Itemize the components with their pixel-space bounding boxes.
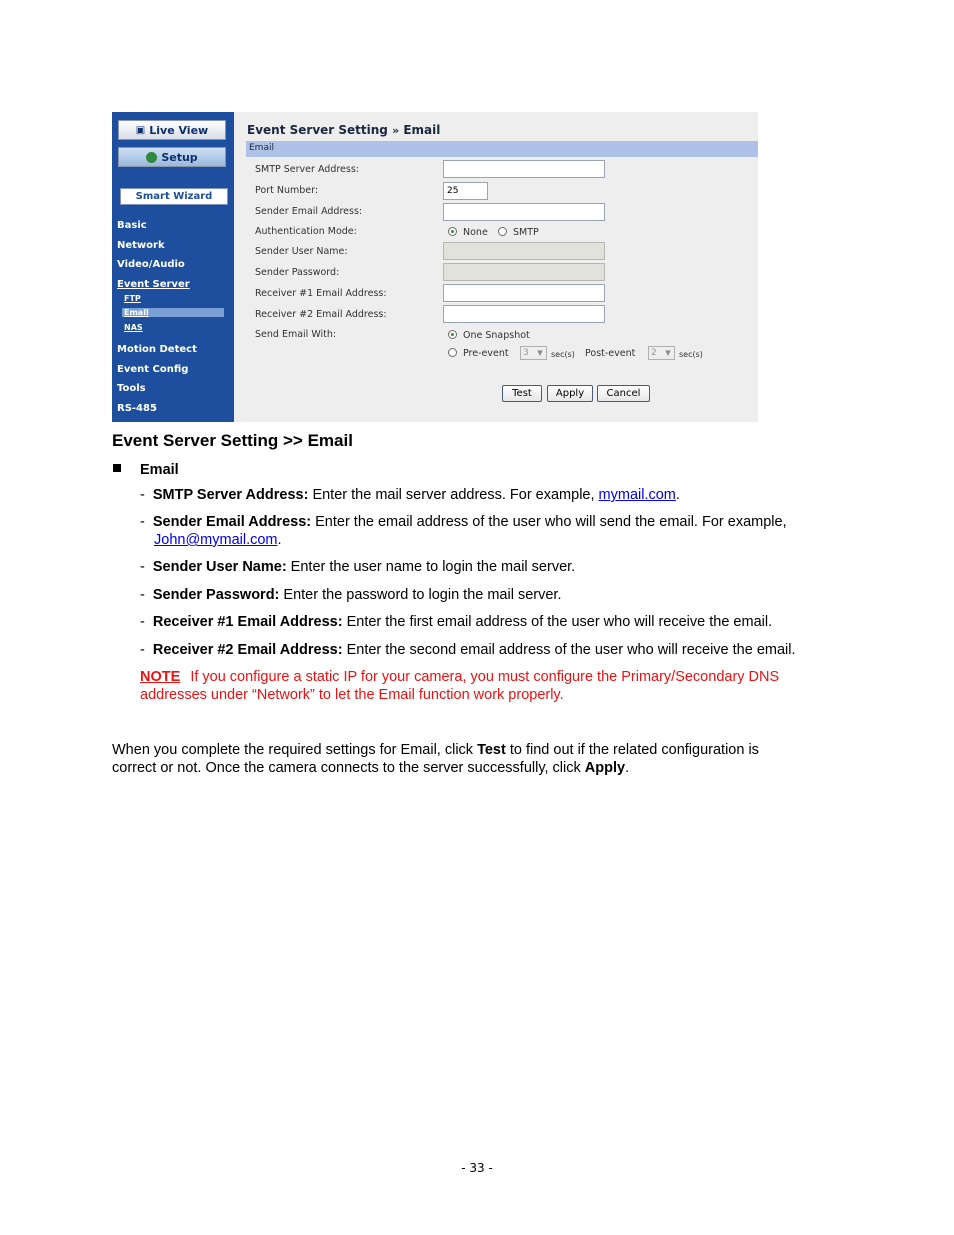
sidebar-item-event-server[interactable]: Event Server xyxy=(117,279,190,290)
sidebar-subitem-nas[interactable]: NAS xyxy=(124,323,143,332)
sidebar-item-motion-detect[interactable]: Motion Detect xyxy=(117,344,197,355)
chevron-down-icon: ▼ xyxy=(665,349,671,357)
smtp-server-input[interactable] xyxy=(443,160,605,178)
smtp-server-label: SMTP Server Address: xyxy=(255,164,359,175)
auth-smtp-radio[interactable] xyxy=(498,227,507,236)
smart-wizard-button[interactable]: Smart Wizard xyxy=(120,188,228,205)
list-item: - SMTP Server Address: Enter the mail server address. For example, mymail.com. xyxy=(140,487,680,503)
post-event-label: Post-event xyxy=(585,348,636,359)
port-number-input[interactable]: 25 xyxy=(443,182,488,200)
sidebar-item-rs485[interactable]: RS-485 xyxy=(117,403,157,414)
sender-email-label: Sender Email Address: xyxy=(255,206,363,217)
sidebar-item-basic[interactable]: Basic xyxy=(117,220,147,231)
port-number-label: Port Number: xyxy=(255,185,319,196)
list-item: - Receiver #2 Email Address: Enter the second email address of the user who will receive the email. xyxy=(140,642,796,658)
sidebar-subitem-ftp[interactable]: FTP xyxy=(124,294,141,303)
receiver2-label: Receiver #2 Email Address: xyxy=(255,309,387,320)
post-event-select[interactable]: 2 ▼ xyxy=(648,346,675,360)
list-item: - Sender Password: Enter the password to login the mail server. xyxy=(140,587,562,603)
post-event-unit: sec(s) xyxy=(679,350,703,359)
email-tab-bar xyxy=(246,141,758,157)
list-item: - Receiver #1 Email Address: Enter the first email address of the user who will receive the email. xyxy=(140,614,773,630)
note-line-2: addresses under “Network” to let the Email function work properly. xyxy=(140,687,564,703)
sender-user-input[interactable] xyxy=(443,242,605,260)
receiver2-input[interactable] xyxy=(443,305,605,323)
receiver1-input[interactable] xyxy=(443,284,605,302)
auth-smtp-label: SMTP xyxy=(513,227,539,238)
list-item-continuation: John@mymail.com. xyxy=(154,532,282,548)
sidebar-item-video-audio[interactable]: Video/Audio xyxy=(117,259,185,270)
live-view-button[interactable]: ▣ Live View xyxy=(118,120,226,140)
camera-icon: ▣ xyxy=(135,124,146,136)
paragraph-line-2: correct or not. Once the camera connects to the server successfully, click Apply. xyxy=(112,760,630,776)
camera-ui-screenshot xyxy=(112,112,758,422)
section-heading: Event Server Setting >> Email xyxy=(112,431,353,450)
one-snapshot-radio[interactable] xyxy=(448,330,457,339)
auth-none-radio[interactable] xyxy=(448,227,457,236)
email-tab-label: Email xyxy=(249,143,274,153)
page-number: - 33 - xyxy=(461,1161,493,1175)
send-with-label: Send Email With: xyxy=(255,329,337,340)
list-item: - Sender Email Address: Enter the email address of the user who will send the email. For example, xyxy=(140,514,787,530)
pre-event-unit: sec(s) xyxy=(551,350,575,359)
test-button[interactable]: Test xyxy=(502,385,542,402)
apply-button[interactable]: Apply xyxy=(547,385,593,402)
note-label: NOTE xyxy=(140,669,181,685)
sidebar-item-tools[interactable]: Tools xyxy=(117,383,146,394)
pre-event-label: Pre-event xyxy=(463,348,509,359)
bullet-title: Email xyxy=(140,462,179,478)
auth-mode-label: Authentication Mode: xyxy=(255,226,357,237)
cancel-button[interactable]: Cancel xyxy=(597,385,650,402)
chevron-down-icon: ▼ xyxy=(537,349,543,357)
square-bullet-icon xyxy=(113,464,121,472)
pre-event-select[interactable]: 3 ▼ xyxy=(520,346,547,360)
receiver1-label: Receiver #1 Email Address: xyxy=(255,288,387,299)
sidebar xyxy=(112,112,234,422)
note-line-1: NOTE If you configure a static IP for your camera, you must configure the Primary/Secondary DNS xyxy=(140,669,780,685)
sidebar-subitem-email[interactable]: Email xyxy=(122,308,224,317)
panel-title: Event Server Setting » Email xyxy=(247,123,441,137)
sender-email-input[interactable] xyxy=(443,203,605,221)
sidebar-item-event-config[interactable]: Event Config xyxy=(117,364,189,375)
john-email-link[interactable]: John@mymail.com xyxy=(154,532,278,548)
sender-password-label: Sender Password: xyxy=(255,267,340,278)
mymail-link[interactable]: mymail.com xyxy=(598,487,676,503)
one-snapshot-label: One Snapshot xyxy=(463,330,530,341)
sidebar-item-network[interactable]: Network xyxy=(117,240,165,251)
setup-button[interactable]: Setup xyxy=(118,147,226,167)
setup-icon xyxy=(146,152,157,163)
list-item: - Sender User Name: Enter the user name to login the mail server. xyxy=(140,559,576,575)
paragraph-line-1: When you complete the required settings for Email, click Test to find out if the related configuration is xyxy=(112,742,759,758)
auth-none-label: None xyxy=(463,227,488,238)
sender-user-label: Sender User Name: xyxy=(255,246,348,257)
pre-event-radio[interactable] xyxy=(448,348,457,357)
sender-password-input[interactable] xyxy=(443,263,605,281)
